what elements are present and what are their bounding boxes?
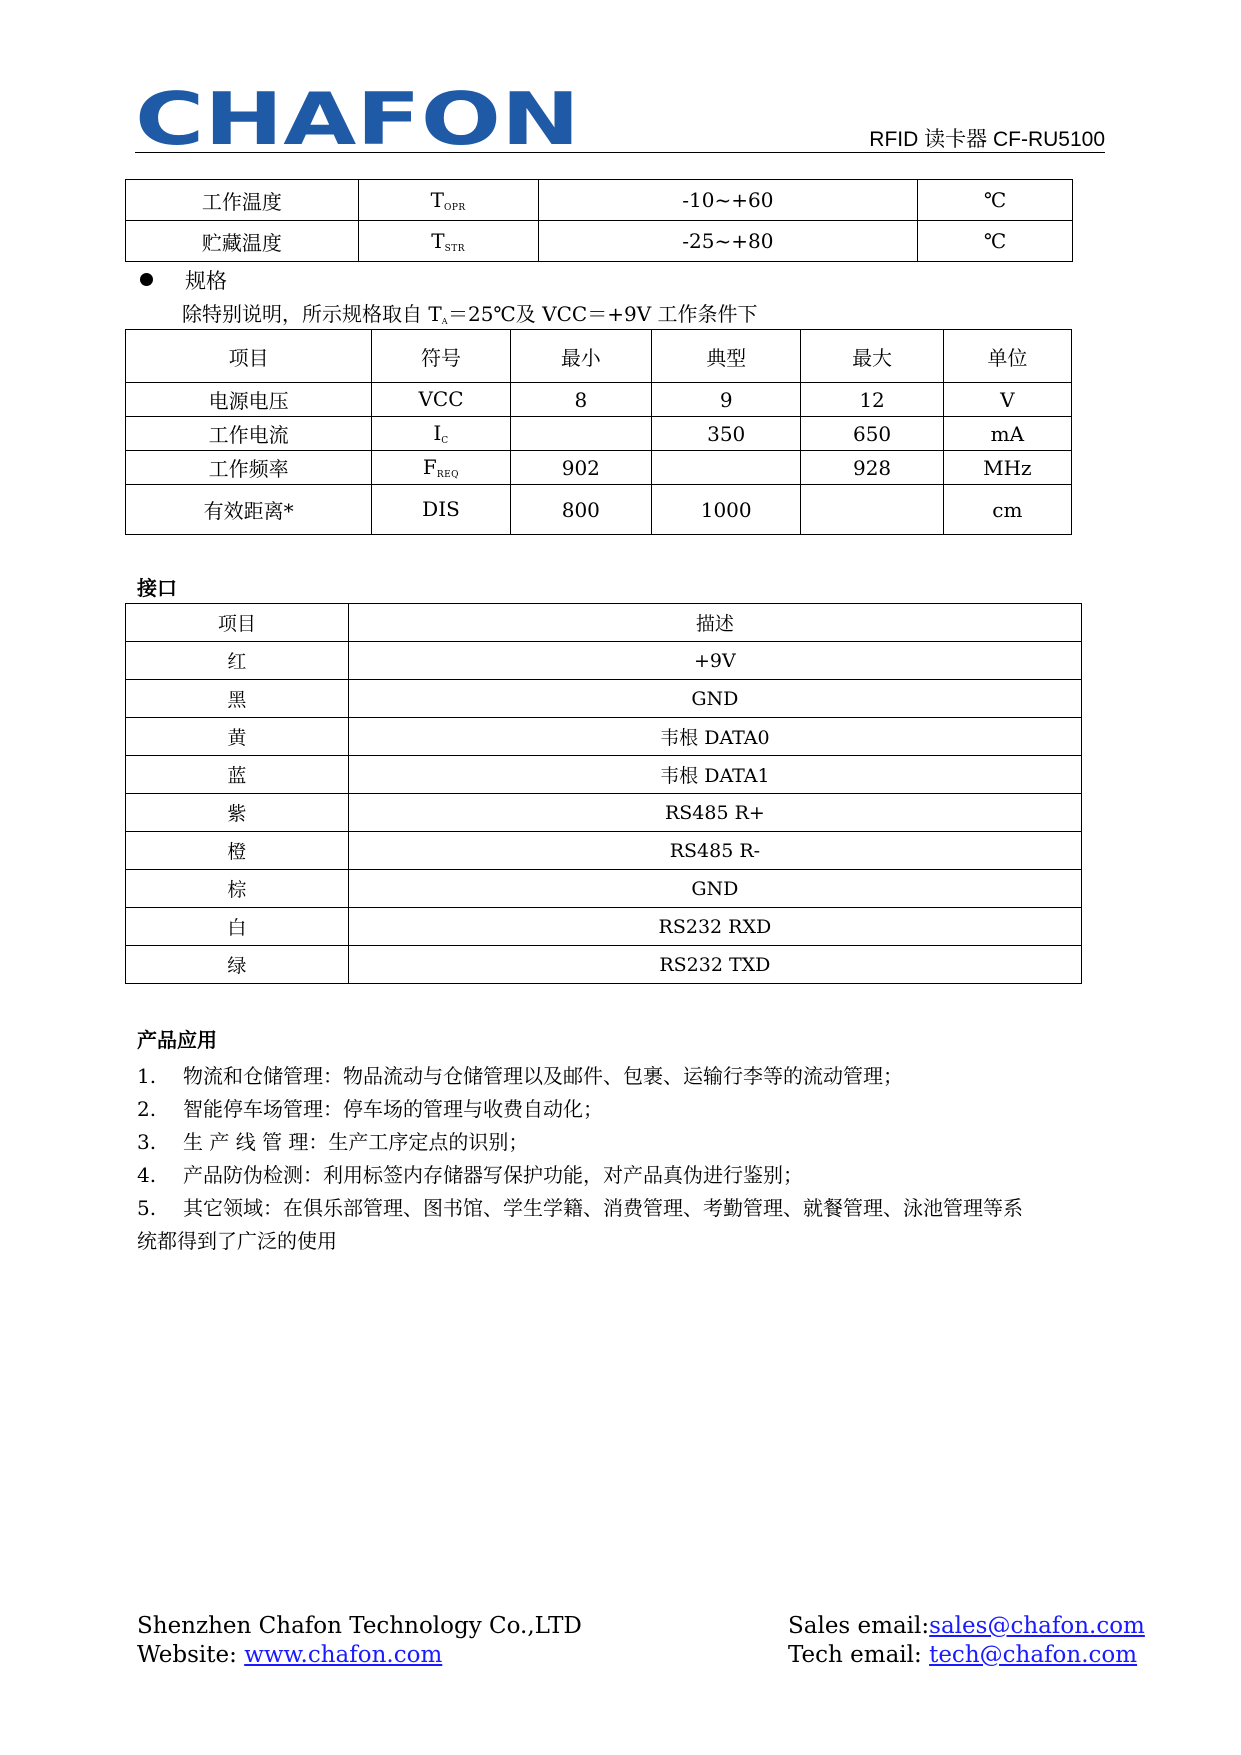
logo-wordmark: CHAFON <box>135 88 580 152</box>
wire-color: 黄 <box>126 718 349 756</box>
table-row <box>126 832 1082 870</box>
footer-right <box>788 1612 1145 1670</box>
spec-typ: 9 <box>651 383 800 417</box>
wire-color: 棕 <box>126 870 349 908</box>
list-item: 4. 产品防伪检测：利用标签内存储器写保护功能，对产品真伪进行鉴别； <box>137 1163 803 1187</box>
applications-list <box>137 1060 1107 1258</box>
table-row <box>126 485 1072 535</box>
wire-desc: GND <box>348 680 1081 718</box>
spec-typ <box>651 451 800 485</box>
col-header: 项目 <box>126 604 349 642</box>
wire-color: 紫 <box>126 794 349 832</box>
spec-max <box>801 485 943 535</box>
spec-unit: cm <box>943 485 1071 535</box>
tech-line: Tech email: tech@chafon.com <box>788 1642 1138 1668</box>
company-name: Shenzhen Chafon Technology Co.,LTD <box>137 1613 582 1639</box>
tech-email-link[interactable]: tech@chafon.com <box>929 1642 1138 1668</box>
table-row <box>126 908 1082 946</box>
spec-min: 902 <box>510 451 651 485</box>
table-row <box>126 946 1082 984</box>
spec-item: 电源电压 <box>126 383 372 417</box>
col-header: 符号 <box>372 330 510 383</box>
bullet-icon <box>140 273 153 286</box>
table-row <box>126 221 1073 262</box>
spec-typ: 350 <box>651 417 800 451</box>
spec-table <box>125 329 1072 535</box>
spec-typ: 1000 <box>651 485 800 535</box>
wire-color: 橙 <box>126 832 349 870</box>
spec-min: 800 <box>510 485 651 535</box>
table-header-row <box>126 330 1072 383</box>
sales-email-link[interactable]: sales@chafon.com <box>929 1613 1145 1639</box>
table-row <box>126 642 1082 680</box>
col-header: 项目 <box>126 330 372 383</box>
col-header: 典型 <box>651 330 800 383</box>
wire-color: 黑 <box>126 680 349 718</box>
table-row <box>126 718 1082 756</box>
sales-line: Sales email:sales@chafon.com <box>788 1613 1145 1639</box>
spec-unit: MHz <box>943 451 1071 485</box>
spec-unit: V <box>943 383 1071 417</box>
temp-range: -10~+60 <box>538 180 918 221</box>
temp-symbol: $T_{OPR}$ <box>358 180 538 221</box>
list-item-continuation: 统都得到了广泛的使用 <box>137 1229 337 1253</box>
table-row <box>126 451 1072 485</box>
wire-color: 红 <box>126 642 349 680</box>
table-row <box>126 794 1082 832</box>
list-item: 3. 生 产 线 管 理：生产工序定点的识别； <box>137 1130 529 1154</box>
table-row <box>126 756 1082 794</box>
temp-unit: ℃ <box>918 221 1073 262</box>
table-row <box>126 180 1073 221</box>
temp-range: -25~+80 <box>538 221 918 262</box>
spec-symbol: $F_{REQ}$ <box>372 451 510 485</box>
spec-note: 除特别说明，所示规格取自 $T_A=25℃$及 VCC＝+9V 工作条件下 <box>182 302 758 326</box>
col-header: 描述 <box>348 604 1081 642</box>
temp-name: 贮藏温度 <box>126 221 359 262</box>
spec-max: 12 <box>801 383 943 417</box>
wire-desc: RS485 R- <box>348 832 1081 870</box>
wire-desc: RS485 R+ <box>348 794 1081 832</box>
spec-max: 650 <box>801 417 943 451</box>
table-row <box>126 383 1072 417</box>
spec-min: 8 <box>510 383 651 417</box>
spec-heading <box>140 265 227 295</box>
wire-color: 绿 <box>126 946 349 984</box>
table-row <box>126 417 1072 451</box>
col-header: 最大 <box>801 330 943 383</box>
col-header: 最小 <box>510 330 651 383</box>
footer-left <box>137 1612 582 1670</box>
wire-color: 白 <box>126 908 349 946</box>
temperature-table <box>125 179 1073 262</box>
spec-unit: mA <box>943 417 1071 451</box>
temp-name: 工作温度 <box>126 180 359 221</box>
table-row <box>126 680 1082 718</box>
spec-symbol: VCC <box>372 383 510 417</box>
wire-desc: +9V <box>348 642 1081 680</box>
header-model: RFID 读卡器 CF-RU5100 <box>869 128 1105 151</box>
spec-symbol: $I_C$ <box>372 417 510 451</box>
list-item: 5. 其它领域：在俱乐部管理、图书馆、学生学籍、消费管理、考勤管理、就餐管理、泳池管理等系 <box>137 1196 1023 1220</box>
wire-desc: 韦根 DATA0 <box>348 718 1081 756</box>
table-header-row <box>126 604 1082 642</box>
interface-title: 接口 <box>137 576 177 600</box>
spec-min <box>510 417 651 451</box>
wire-color: 蓝 <box>126 756 349 794</box>
wire-desc: RS232 TXD <box>348 946 1081 984</box>
chafon-logo <box>135 88 580 152</box>
wire-desc: RS232 RXD <box>348 908 1081 946</box>
temp-unit: ℃ <box>918 180 1073 221</box>
applications-title: 产品应用 <box>137 1028 217 1052</box>
spec-item: 工作电流 <box>126 417 372 451</box>
wire-desc: 韦根 DATA1 <box>348 756 1081 794</box>
spec-symbol: DIS <box>372 485 510 535</box>
temp-symbol: $T_{STR}$ <box>358 221 538 262</box>
spec-item: 有效距离* <box>126 485 372 535</box>
spec-label: 规格 <box>185 269 227 293</box>
spec-max: 928 <box>801 451 943 485</box>
website-line: Website: www.chafon.com <box>137 1642 443 1668</box>
wire-desc: GND <box>348 870 1081 908</box>
header-rule <box>135 152 1105 153</box>
spec-item: 工作频率 <box>126 451 372 485</box>
col-header: 单位 <box>943 330 1071 383</box>
table-row <box>126 870 1082 908</box>
list-item: 1. 物流和仓储管理：物品流动与仓储管理以及邮件、包裹、运输行李等的流动管理； <box>137 1064 903 1088</box>
list-item: 2. 智能停车场管理：停车场的管理与收费自动化； <box>137 1097 603 1121</box>
interface-table <box>125 603 1082 984</box>
website-link[interactable]: www.chafon.com <box>244 1642 443 1668</box>
